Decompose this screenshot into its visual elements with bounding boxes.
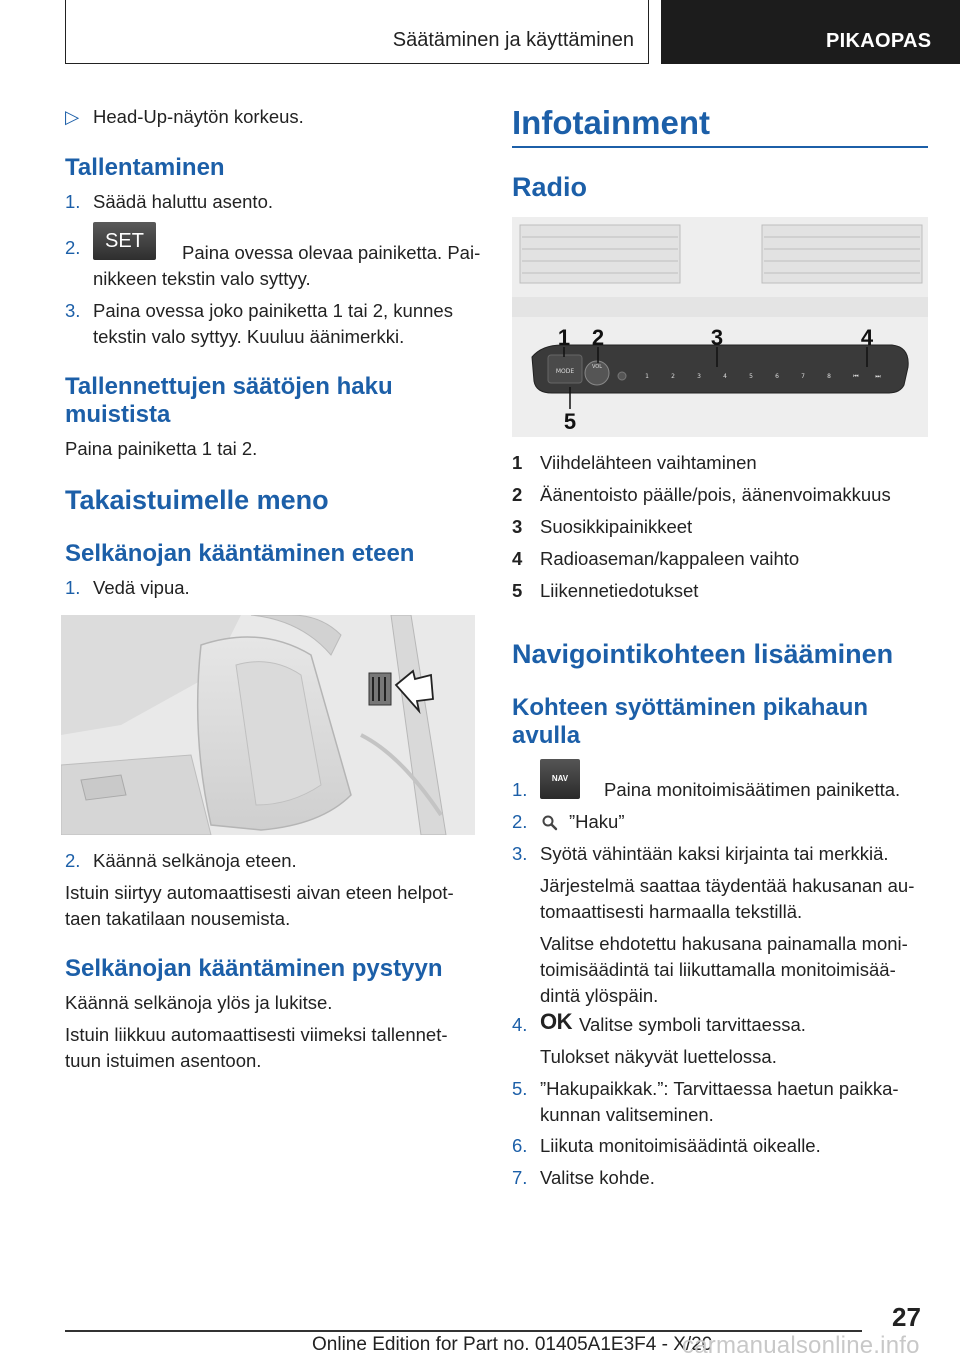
- paragraph: [65, 1022, 448, 1074]
- step-number: 5.: [512, 1078, 528, 1099]
- step-note: Tulokset näkyvät luettelossa.: [540, 1046, 777, 1067]
- title-underline: [512, 146, 928, 148]
- step-number: 3.: [512, 843, 528, 864]
- preset-label: 2: [671, 373, 675, 380]
- seek-forward-icon: ⏭: [875, 373, 881, 380]
- step-number: 4.: [512, 1014, 528, 1035]
- bullet-item: [65, 104, 477, 130]
- seat-illustration: [61, 615, 475, 835]
- header-section-box: [65, 0, 649, 64]
- footer-edition: Online Edition for Part no. 01405A1E3F4 - X/20: [312, 1334, 713, 1355]
- heading-line: Tallennettujen säätöjen haku: [65, 373, 393, 400]
- step-text: Valitse kohde.: [540, 1167, 655, 1188]
- legend-number: 5: [512, 580, 523, 601]
- step-number: 2.: [65, 237, 81, 258]
- header-section-title: Säätäminen ja käyttäminen: [392, 29, 634, 51]
- list-item: [512, 841, 928, 867]
- callout-3: 3: [710, 325, 724, 350]
- legend-text: Äänentoisto päälle/pois, äänenvoimakkuus: [540, 484, 891, 505]
- radio-illustration: [512, 217, 928, 437]
- legend-item: [512, 450, 928, 476]
- note-line: toimisäädintä tai liikuttamalla monitoimisää‐: [540, 959, 896, 980]
- legend-text: Viihdelähteen vaihtaminen: [540, 452, 757, 473]
- step-number: 7.: [512, 1167, 528, 1188]
- heading-line: avulla: [512, 722, 581, 749]
- step-text: Paina ovessa olevaa painiketta. Pai‐: [182, 242, 481, 263]
- legend-text: Suosikkipainikkeet: [540, 516, 693, 537]
- step-number: 1.: [512, 779, 528, 800]
- heading-radio: Radio: [512, 172, 588, 202]
- heading-selkanoja-eteen: Selkänojan kääntäminen eteen: [65, 540, 415, 567]
- list-item: [512, 1133, 928, 1159]
- legend-number: 2: [512, 484, 523, 505]
- legend-item: [512, 578, 928, 604]
- step-text: Paina monitoimisäätimen painiketta.: [604, 779, 901, 800]
- ok-symbol-icon: OK: [540, 1009, 572, 1034]
- legend-item: [512, 482, 928, 508]
- paragraph-line: tuun istuimen asentoon.: [65, 1050, 262, 1071]
- seat-lever-photo: [61, 615, 475, 835]
- step-text-cont: nikkeen tekstin valo syttyy.: [93, 268, 311, 289]
- preset-label: 4: [723, 373, 727, 380]
- note-line: Järjestelmä saattaa täydentää hakusanan au‐: [540, 875, 915, 896]
- paragraph-line: Istuin siirtyy automaattisesti aivan eteen helpot‐: [65, 882, 454, 903]
- step-number: 1.: [65, 577, 81, 598]
- callout-4: 4: [860, 325, 874, 350]
- list-item: [65, 848, 477, 874]
- paragraph: Käännä selkänoja ylös ja lukitse.: [65, 992, 333, 1013]
- list-item: [512, 1076, 928, 1128]
- list-item: [65, 298, 477, 350]
- legend-number: 1: [512, 452, 523, 473]
- radio-panel-photo: [512, 217, 928, 437]
- paragraph-line: taen takatilaan nousemista.: [65, 908, 291, 929]
- heading-line: Kohteen syöttäminen pikahaun: [512, 694, 869, 721]
- legend-number: 4: [512, 548, 523, 569]
- step-number: 6.: [512, 1135, 528, 1156]
- bullet-marker: ▷: [65, 106, 80, 127]
- set-button-icon: SET: [93, 222, 156, 260]
- legend-item: [512, 514, 928, 540]
- callout-2: 2: [591, 325, 605, 350]
- watermark-text: carmanualsonline.info: [682, 1332, 920, 1359]
- heading-pikahaku: [512, 694, 868, 750]
- step-number: 2.: [512, 811, 528, 832]
- preset-label: 1: [645, 373, 649, 380]
- preset-label: 5: [749, 373, 753, 380]
- legend-text: Radioaseman/kappaleen vaihto: [540, 548, 800, 569]
- note-line: tomaattisesti harmaalla tekstillä.: [540, 901, 803, 922]
- paragraph-line: Istuin liikkuu automaattisesti viimeksi tallennet‐: [65, 1024, 448, 1045]
- bullet-text: Head-Up-näytön korkeus.: [93, 106, 304, 127]
- step-note: [540, 873, 914, 925]
- legend-text: Liikennetiedotukset: [540, 580, 699, 601]
- step-text-cont: kunnan valitseminen.: [540, 1104, 714, 1125]
- preset-label: 3: [697, 373, 701, 380]
- preset-label: 6: [775, 373, 779, 380]
- heading-selkanoja-pystyyn: Selkänojan kääntäminen pystyyn: [65, 955, 443, 982]
- note-line: dintä ylöspäin.: [540, 985, 659, 1006]
- paragraph: [65, 880, 454, 932]
- step-text: Paina ovessa joko painiketta 1 tai 2, kunnes: [93, 300, 453, 321]
- heading-tallentaminen: Tallentaminen: [65, 154, 225, 181]
- heading-takaistuimelle: Takaistuimelle meno: [65, 485, 329, 515]
- step-note: [540, 931, 908, 1009]
- section-title-infotainment: Infotainment: [512, 104, 710, 141]
- step-text: ”Hakupaikkak.”: Tarvittaessa haetun paikka‐: [540, 1078, 899, 1099]
- mode-label: MODE: [555, 368, 575, 375]
- nav-button-icon: NAV: [540, 759, 580, 799]
- step-text: Käännä selkänoja eteen.: [93, 850, 297, 871]
- seek-back-icon: ⏮: [853, 373, 859, 380]
- callout-5: 5: [563, 409, 577, 434]
- legend-number: 3: [512, 516, 523, 537]
- note-line: Valitse ehdotettu hakusana painamalla moni‐: [540, 933, 908, 954]
- heading-navigointi: Navigointikohteen lisääminen: [512, 639, 894, 669]
- list-item: [65, 575, 477, 601]
- step-text: ”Haku”: [569, 811, 625, 832]
- vol-label: VOL: [591, 364, 603, 370]
- step-text: Syötä vähintään kaksi kirjainta tai merkkiä.: [540, 843, 889, 864]
- step-text: Vedä vipua.: [93, 577, 190, 598]
- header-tab-label: PIKAOPAS: [826, 30, 932, 52]
- list-item: [512, 1165, 928, 1191]
- step-text: Liikuta monitoimisäädintä oikealle.: [540, 1135, 821, 1156]
- preset-label: 7: [801, 373, 805, 380]
- heading-line: muistista: [65, 401, 171, 428]
- step-text: Valitse symboli tarvittaessa.: [579, 1014, 806, 1035]
- step-number: 1.: [65, 191, 81, 212]
- header-tab: [661, 0, 960, 64]
- legend-item: [512, 546, 928, 572]
- preset-label: 8: [827, 373, 831, 380]
- search-icon: [541, 814, 559, 832]
- step-number: 3.: [65, 300, 81, 321]
- step-text: Säädä haluttu asento.: [93, 191, 274, 212]
- list-item: [65, 189, 477, 215]
- haku-text: Paina painiketta 1 tai 2.: [65, 438, 258, 459]
- page-number: 27: [892, 1302, 921, 1332]
- heading-haku: [65, 373, 393, 429]
- callout-1: 1: [557, 325, 571, 350]
- step-text-cont: tekstin valo syttyy. Kuuluu äänimerkki.: [93, 326, 405, 347]
- step-number: 2.: [65, 850, 81, 871]
